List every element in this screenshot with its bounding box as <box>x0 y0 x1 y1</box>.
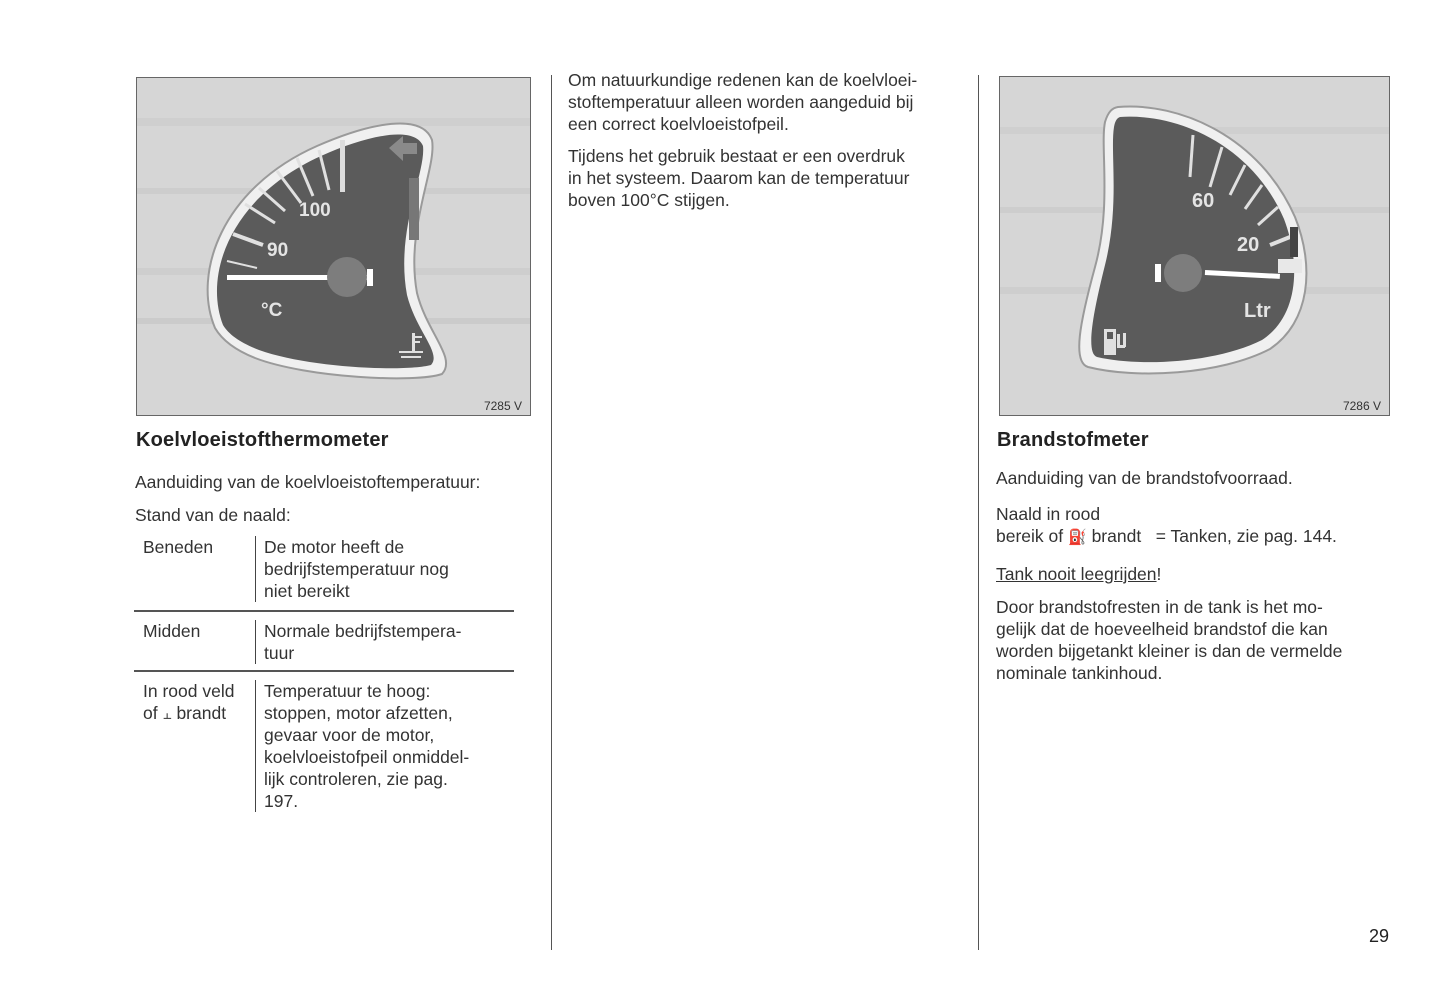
coolant-temperature-icon: ⫠ <box>162 706 172 723</box>
needle-position-label: Stand van de naald: <box>135 505 291 525</box>
section-heading-fuel: Brandstofmeter <box>997 429 1149 451</box>
figure-code: 7286 V <box>1342 399 1381 413</box>
table-row-text: Temperatuur te hoog: stoppen, motor afzetten, gevaar voor de motor, koelvloeistofpeil onmiddel- lijk controleren, zie pag. 197. <box>255 680 514 812</box>
section-heading-coolant: Koelvloeistofthermometer <box>136 429 389 451</box>
fuel-paragraph: Door brandstofresten in de tank is het mo- gelijk dat de hoeveelheid brandstof die kan worden bijgetankt kleiner is dan de vermelde nominale tankinhoud. <box>996 597 1343 683</box>
table-row <box>134 536 514 612</box>
coolant-gauge-figure <box>136 77 531 416</box>
figure-code: 7285 V <box>483 399 522 413</box>
middle-paragraph-2: Tijdens het gebruik bestaat er een overdruk in het systeem. Daarom kan de temperatuur boven 100°C stijgen. <box>568 146 910 210</box>
table-row <box>134 672 514 812</box>
table-row <box>134 612 514 672</box>
fuel-red-range-note: Naald in rood bereik of ⛽ brandt = Tanken, zie pag. 144. <box>996 504 1337 546</box>
gauge-label-60: 60 <box>1192 190 1215 212</box>
page-number: 29 <box>1368 926 1389 946</box>
table-row-text: Normale bedrijfstempera- tuur <box>255 620 514 664</box>
gauge-unit-celsius: °C <box>261 300 283 321</box>
gauge-label-90: 90 <box>267 240 289 261</box>
needle-position-table <box>134 536 514 812</box>
fuel-intro: Aanduiding van de brandstofvoorraad. <box>996 468 1293 488</box>
table-row-label: Midden <box>143 621 201 641</box>
fuel-warning: Tank nooit leegrijden! <box>996 564 1162 584</box>
coolant-gauge-illustration <box>137 78 530 415</box>
fuel-gauge-figure <box>999 76 1390 416</box>
fuel-pump-icon: ⛽ <box>1068 529 1087 546</box>
column-rule-right <box>978 75 979 950</box>
middle-paragraph-1: Om natuurkundige redenen kan de koelvloei- stoftemperatuur alleen worden aangeduid bij een correct koelvloeistofpeil. <box>568 70 918 134</box>
table-row-text: De motor heeft de bedrijfstemperatuur nog niet bereikt <box>255 536 514 602</box>
coolant-intro: Aanduiding van de koelvloeistoftemperatuur: <box>135 472 481 492</box>
gauge-label-100: 100 <box>299 200 331 221</box>
table-row-label: In rood veld of ⫠ brandt <box>143 681 235 723</box>
middle-column <box>568 69 963 211</box>
gauge-unit-liter: Ltr <box>1244 300 1271 322</box>
fuel-gauge-illustration <box>1000 77 1389 415</box>
table-row-label: Beneden <box>143 537 214 557</box>
column-rule-left <box>551 75 552 950</box>
gauge-label-20: 20 <box>1237 234 1260 256</box>
